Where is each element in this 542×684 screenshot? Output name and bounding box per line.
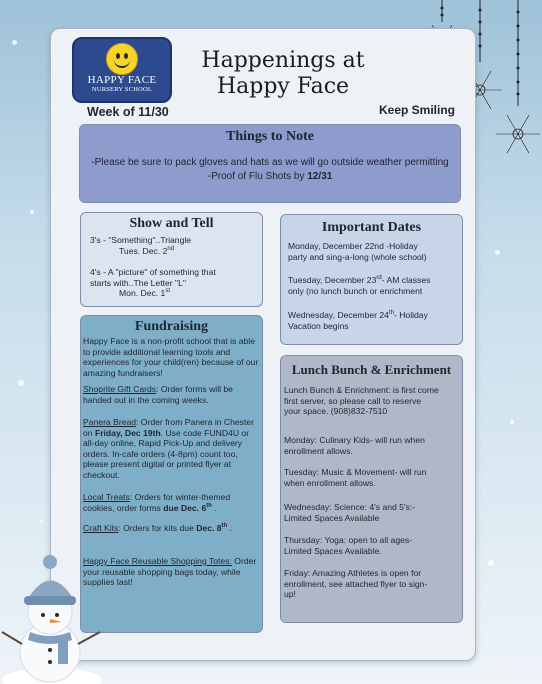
panera-item: Panera Bread: Order from Panera in Chester on Friday, Dec 19th. Use code FUND4U or all-day online, Rapid Pick-Up and delivery orders. In-cafe orders (4-8pm) count too, please present digital or printed flyer at checkout. <box>83 417 255 480</box>
title-line-2: Happy Face <box>216 74 350 99</box>
week-label: Week of 11/30 <box>87 105 169 119</box>
important-dates-box <box>280 214 463 345</box>
craft-kits-item: Craft Kits: Orders for kits due Dec. 8th . <box>83 523 232 533</box>
page-title <box>183 48 383 100</box>
fundraising-heading: Fundraising <box>134 319 209 334</box>
lunch-wednesday: Wednesday: Science: 4's and 5's:- Limited Spaces Available <box>284 502 416 523</box>
note-line-2: -Proof of Flu Shots by 12/31 <box>207 171 333 182</box>
date-item-2: Tuesday, December 23rd- AM classes only (no lunch bunch or enrichment <box>288 275 431 296</box>
snowman-icon <box>0 540 110 684</box>
lunch-monday: Monday: Culinary Kids- will run when enrollment allows. <box>284 435 425 456</box>
date-item-3: Wednesday, December 24th- Holiday Vacation begins <box>288 310 428 331</box>
newsletter-page <box>50 28 476 661</box>
things-to-note-box <box>79 124 461 203</box>
lunch-thursday: Thursday: Yoga: open to all ages- Limited Spaces Available. <box>284 535 413 556</box>
logo-subtitle: NURSERY SCHOOL <box>91 86 153 93</box>
shoprite-item: Shoprite Gift Cards: Order forms will be handed out in the coming weeks. <box>83 384 233 405</box>
show-item-1: 3's - "Something"..Triangle Tues. Dec. 2nd <box>90 235 192 256</box>
school-logo <box>72 37 172 103</box>
logo-name: HAPPY FACE <box>87 74 157 86</box>
things-to-note-heading: Things to Note <box>226 129 314 144</box>
tagline: Keep Smiling <box>378 103 455 117</box>
title-line-1: Happenings at <box>201 48 365 73</box>
show-item-2: 4's - A "picture" of something that starts with..The Letter "L" Mon. Dec. 1st <box>90 267 216 298</box>
local-treats-item: Local Treats: Orders for winter-themed cookies, order forms due Dec. 6th . <box>83 492 231 513</box>
lunch-bunch-box <box>280 355 463 623</box>
lunch-tuesday: Tuesday: Music & Movement- will run when enrollment allows. <box>284 467 427 488</box>
fundraising-intro: Happy Face is a non-profit school that is able to provide additional learning tools and experiences for your child(ren) because of our amazing fundraisers! <box>83 336 259 378</box>
note-line-1: -Please be sure to pack gloves and hats as we will go outside weather permitting <box>91 157 449 168</box>
date-item-1: Monday, December 22nd -Holiday party and sing-a-long (whole school) <box>288 241 427 262</box>
smiley-icon <box>106 43 138 75</box>
show-and-tell-box <box>80 212 263 307</box>
lunch-friday: Friday: Amazing Athletes is open for enrollment, see attached flyer to sign- up! <box>284 568 428 599</box>
totes-item: Happy Face Reusable Shopping Totes: Order your reusable shopping bags today, while supplies last! <box>83 556 257 587</box>
lunch-intro: Lunch Bunch & Enrichment: is first come first server, so please call to reserve your space. (908)832-7510 <box>284 385 439 416</box>
lunch-bunch-heading: Lunch Bunch & Enrichment <box>291 362 452 377</box>
important-dates-heading: Important Dates <box>321 220 422 235</box>
show-and-tell-heading: Show and Tell <box>129 216 214 231</box>
